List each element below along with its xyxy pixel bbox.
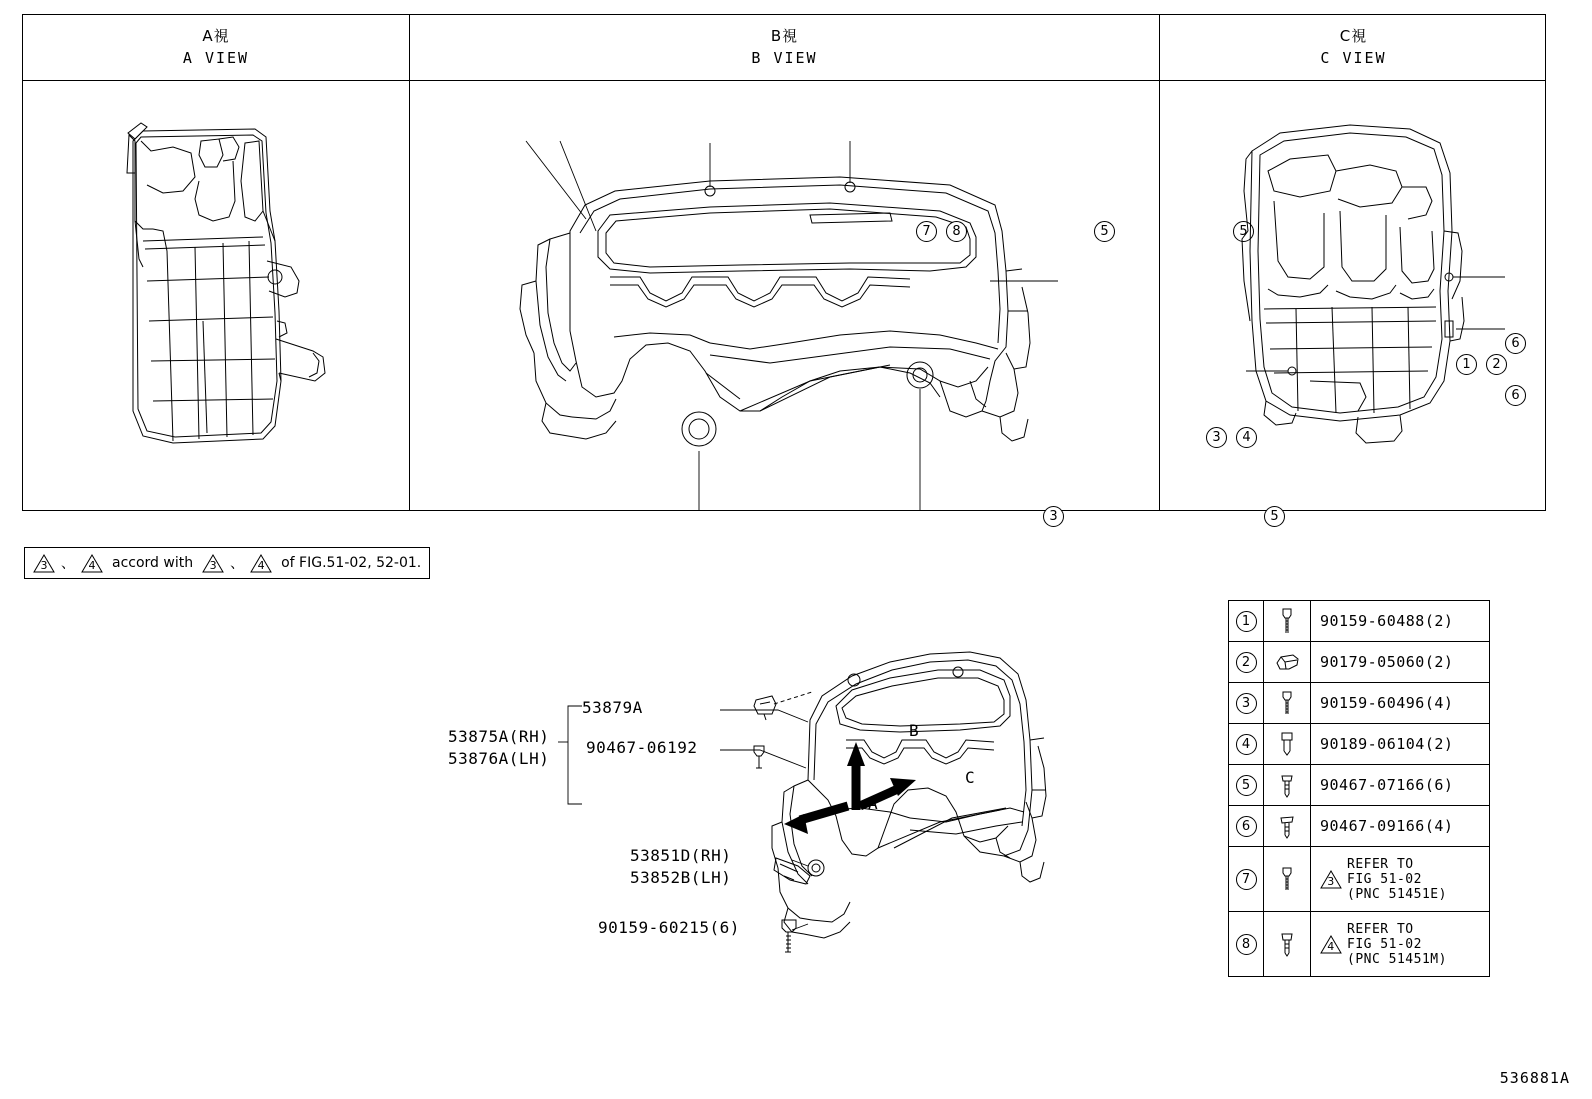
legend-number-1: 1 — [1229, 601, 1264, 641]
label-53876a-lh: 53876A(LH) — [448, 749, 550, 768]
view-b-fender-liner-drawing — [410, 81, 1160, 511]
clip-icon — [1264, 765, 1311, 805]
legend-part-number-4: 90189-06104(2) — [1320, 735, 1454, 753]
legend-refer-cell-8 — [1311, 912, 1489, 976]
clip-icon — [1264, 724, 1311, 764]
callout-5-b-view-top-right: 5 — [1233, 220, 1254, 242]
note-text-mid: accord with — [112, 555, 194, 571]
legend-number-7: 7 — [1229, 847, 1264, 911]
legend-part-number-5: 90467-07166(6) — [1320, 776, 1454, 794]
views-body-row — [23, 81, 1545, 524]
clip-icon — [1264, 806, 1311, 846]
bolt-icon — [1264, 683, 1311, 723]
view-header-b — [410, 15, 1160, 80]
view-a-drawing-cell — [23, 81, 410, 511]
legend-refer-line1-8: REFER TO — [1347, 921, 1414, 937]
triangle-3-icon-note-2: 3 — [202, 554, 224, 573]
clip-icon — [1264, 912, 1311, 976]
view-c-jp-label: C視 — [1339, 27, 1368, 45]
legend-row-6 — [1229, 806, 1489, 847]
callout-8-b-view: 8 — [946, 220, 967, 242]
view-c-drawing-cell — [1160, 81, 1547, 511]
view-b-jp-label: B視 — [770, 27, 799, 45]
legend-number-6: 6 — [1229, 806, 1264, 846]
legend-number-2: 2 — [1229, 642, 1264, 682]
diagram-code-id: 536881A — [1499, 1069, 1570, 1087]
triangle-4-icon-note-2: 4 — [250, 554, 272, 573]
view-b-en-label: B VIEW — [751, 49, 818, 67]
legend-number-3: 3 — [1229, 683, 1264, 723]
view-a-fender-liner-drawing — [23, 81, 410, 511]
legend-row-4 — [1229, 724, 1489, 765]
legend-number-8: 8 — [1229, 912, 1264, 976]
callout-5-b-view-top-left: 5 — [1094, 220, 1115, 242]
label-53851d-rh: 53851D(RH) — [630, 846, 732, 865]
view-header-c — [1160, 15, 1547, 80]
legend-row-5 — [1229, 765, 1489, 806]
callout-2-b-view: 2 — [1486, 353, 1507, 375]
callout-4-c-view: 4 — [1236, 426, 1257, 448]
legend-part-number-1: 90159-60488(2) — [1320, 612, 1454, 630]
view-c-en-label: C VIEW — [1320, 49, 1387, 67]
label-90159-60215: 90159-60215(6) — [598, 918, 740, 937]
callout-6-c-view-top: 6 — [1505, 332, 1526, 354]
legend-part-number-6: 90467-09166(4) — [1320, 817, 1454, 835]
triangle-3-icon-note-1: 3 — [33, 554, 55, 573]
view-a-en-label: A VIEW — [182, 49, 250, 67]
direction-label-a: A — [868, 794, 879, 813]
bolt-icon — [1264, 847, 1311, 911]
views-header-row — [23, 15, 1545, 81]
note-separator-1: 、 — [61, 556, 75, 572]
clip-flat-icon — [1264, 642, 1311, 682]
legend-part-number-2: 90179-05060(2) — [1320, 653, 1454, 671]
callout-3-c-view: 3 — [1206, 426, 1227, 448]
legend-row-3 — [1229, 683, 1489, 724]
callout-6-c-view-bottom: 6 — [1505, 384, 1526, 406]
direction-label-b: B — [909, 721, 920, 740]
views-table — [22, 14, 1546, 524]
legend-row-7 — [1229, 847, 1489, 912]
legend-refer-line3-8: (PNC 51451M) — [1347, 951, 1447, 967]
legend-refer-line3-7: (PNC 51451E) — [1347, 886, 1447, 902]
label-53852b-lh: 53852B(LH) — [630, 868, 732, 887]
label-53875a-rh: 53875A(RH) — [448, 727, 550, 746]
legend-number-5: 5 — [1229, 765, 1264, 805]
legend-refer-line2-7: FIG 51-02 — [1347, 871, 1422, 887]
bolt-icon — [1264, 601, 1311, 641]
callout-7-b-view: 7 — [916, 220, 937, 242]
callout-1-b-view: 1 — [1456, 353, 1477, 375]
legend-refer-line2-8: FIG 51-02 — [1347, 936, 1422, 952]
callout-3-b-view: 3 — [1043, 505, 1064, 527]
view-b-drawing-cell — [410, 81, 1501, 524]
triangle-3-icon-legend: 3 — [1320, 870, 1342, 889]
direction-arrows — [784, 742, 916, 834]
legend-row-2 — [1229, 642, 1489, 683]
label-53879a: 53879A — [582, 698, 643, 717]
legend-refer-cell-7 — [1311, 847, 1489, 911]
note-text-end: of FIG.51-02, 52-01. — [281, 555, 422, 571]
label-90467-06192: 90467-06192 — [586, 738, 698, 757]
legend-refer-line1-7: REFER TO — [1347, 856, 1414, 872]
triangle-4-icon-note-1: 4 — [81, 554, 103, 573]
view-a-jp-label: A視 — [202, 27, 230, 45]
callout-5-b-view-bottom: 5 — [1264, 505, 1285, 527]
triangle-4-icon-legend: 4 — [1320, 935, 1342, 954]
legend-part-number-3: 90159-60496(4) — [1320, 694, 1454, 712]
legend-row-1 — [1229, 601, 1489, 642]
parts-legend-table — [1228, 600, 1490, 977]
grouping-bracket — [556, 690, 616, 810]
view-header-a — [23, 15, 410, 80]
legend-row-8 — [1229, 912, 1489, 977]
note-separator-2: 、 — [230, 556, 245, 572]
accord-note-box — [24, 547, 430, 579]
legend-number-4: 4 — [1229, 724, 1264, 764]
direction-label-c: C — [965, 768, 976, 787]
